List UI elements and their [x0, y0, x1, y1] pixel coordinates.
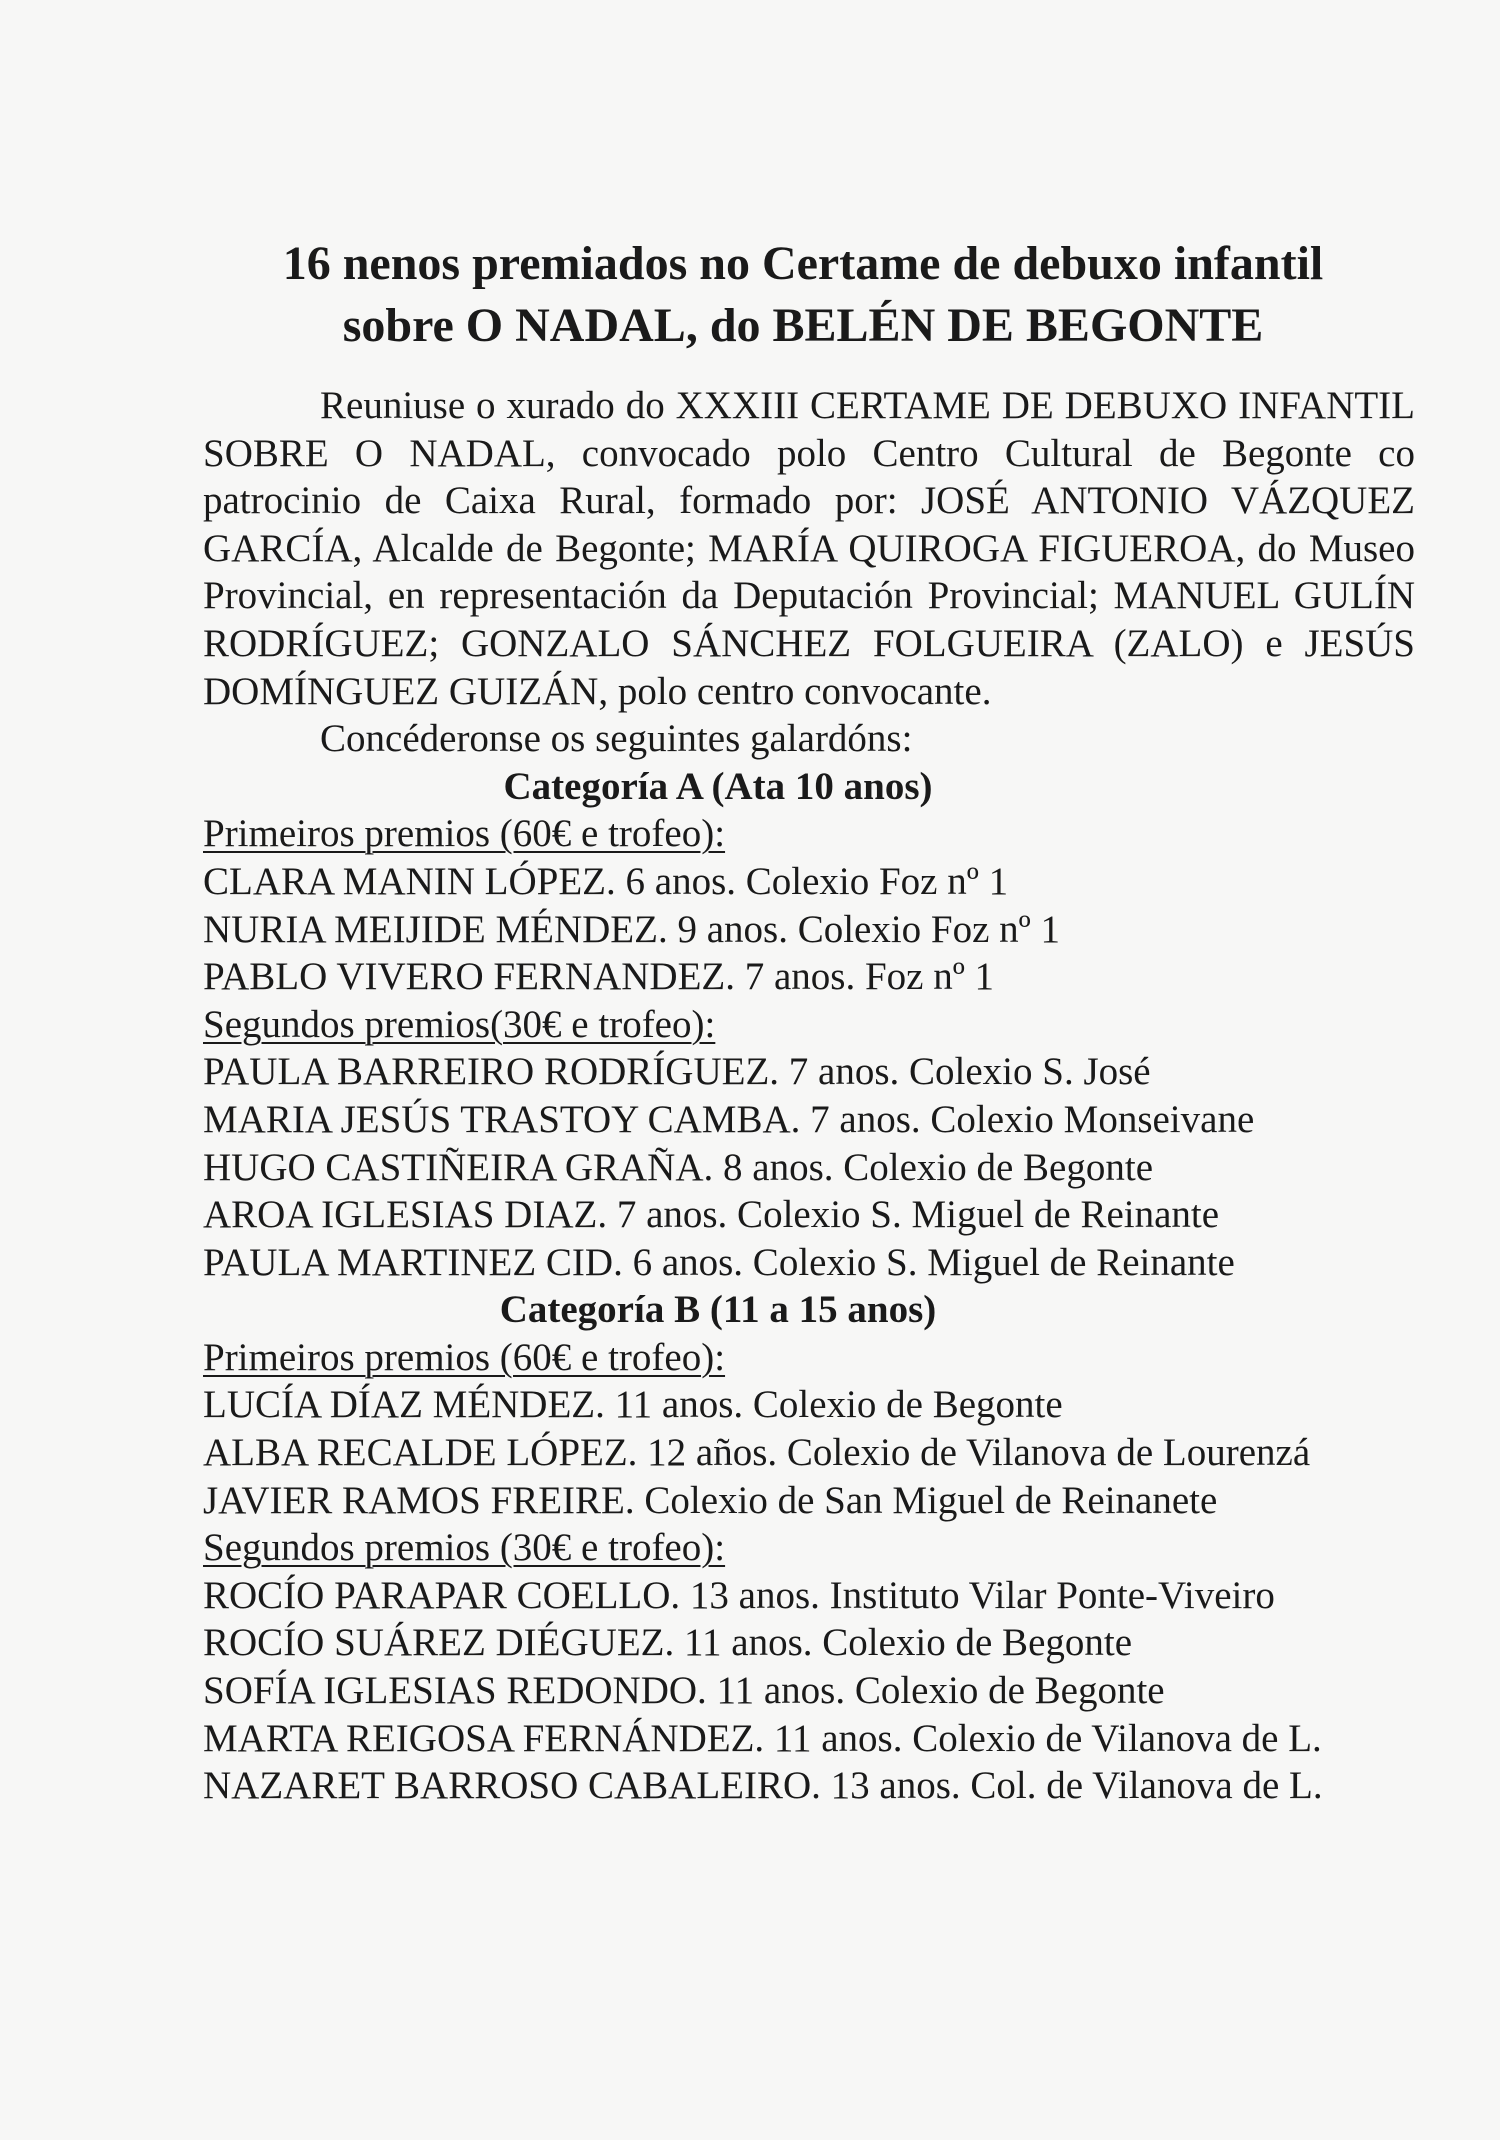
winner-entry: PABLO VIVERO FERNANDEZ. 7 anos. Foz nº 1: [203, 955, 995, 999]
winner-entry: ALBA RECALDE LÓPEZ. 12 años. Colexio de Vilanova de Lourenzá: [203, 1431, 1311, 1475]
title-line-1: 16 nenos premiados no Certame de debuxo infantil: [282, 237, 1324, 290]
winner-entry: NURIA MEIJIDE MÉNDEZ. 9 anos. Colexio Foz nº 1: [203, 907, 1061, 951]
category-b-first-label: Primeiros premios (60€ e trofeo):: [203, 1335, 726, 1379]
intro-paragraph: Reuniuse o xurado do XXXIII CERTAME DE DEBUXO INFANTIL SOBRE O NADAL, convocado polo Centro Cultural de Begonte co patrocinio de Caixa Rural, formado por: JOSÉ ANTONIO VÁZQUEZ GARCÍA, Alcalde de Begonte; MARÍA QUIROGA FIGUEROA, do Museo Provincial, en representación da Deputación Provincial; MANUEL GULÍN RODRÍGUEZ; GONZALO SÁNCHEZ FOLGUEIRA (ZALO) e JESÚS DOMÍNGUEZ GUIZÁN, polo centro convocante.: [203, 384, 1415, 713]
document-title: [203, 233, 1403, 357]
winner-entry: NAZARET BARROSO CABALEIRO. 13 anos. Col. de Vilanova de L.: [203, 1764, 1323, 1808]
winner-entry: CLARA MANIN LÓPEZ. 6 anos. Colexio Foz nº 1: [203, 859, 1009, 903]
winner-entry: HUGO CASTIÑEIRA GRAÑA. 8 anos. Colexio de Begonte: [203, 1145, 1154, 1189]
winner-entry: PAULA BARREIRO RODRÍGUEZ. 7 anos. Colexio S. José: [203, 1050, 1151, 1094]
winner-entry: AROA IGLESIAS DIAZ. 7 anos. Colexio S. Miguel de Reinante: [203, 1193, 1220, 1237]
category-a-first-label: Primeiros premios (60€ e trofeo):: [203, 812, 726, 856]
category-a-heading: Categoría A (Ata 10 anos): [503, 764, 933, 808]
category-b-second-label: Segundos premios (30€ e trofeo):: [203, 1526, 726, 1570]
awards-intro: Concéderonse os seguintes galardóns:: [320, 717, 913, 761]
winner-entry: ROCÍO PARAPAR COELLO. 13 anos. Instituto Vilar Ponte-Viveiro: [203, 1573, 1275, 1617]
category-a-section: [203, 763, 1415, 1287]
winner-entry: MARTA REIGOSA FERNÁNDEZ. 11 anos. Colexio de Vilanova de L.: [203, 1716, 1322, 1760]
winner-entry: SOFÍA IGLESIAS REDONDO. 11 anos. Colexio de Begonte: [203, 1669, 1165, 1713]
category-b-section: [203, 1286, 1415, 1810]
winner-entry: PAULA MARTINEZ CID. 6 anos. Colexio S. Miguel de Reinante: [203, 1240, 1235, 1284]
category-a-second-label: Segundos premios(30€ e trofeo):: [203, 1002, 716, 1046]
winner-entry: ROCÍO SUÁREZ DIÉGUEZ. 11 anos. Colexio de Begonte: [203, 1621, 1133, 1665]
winner-entry: JAVIER RAMOS FREIRE. Colexio de San Miguel de Reinanete: [203, 1478, 1218, 1522]
winner-entry: MARIA JESÚS TRASTOY CAMBA. 7 anos. Colexio Monseivane: [203, 1097, 1255, 1141]
title-line-2: sobre O NADAL, do BELÉN DE BEGONTE: [342, 299, 1264, 352]
category-b-heading: Categoría B (11 a 15 anos): [499, 1288, 937, 1332]
winner-entry: LUCÍA DÍAZ MÉNDEZ. 11 anos. Colexio de Begonte: [203, 1383, 1063, 1427]
